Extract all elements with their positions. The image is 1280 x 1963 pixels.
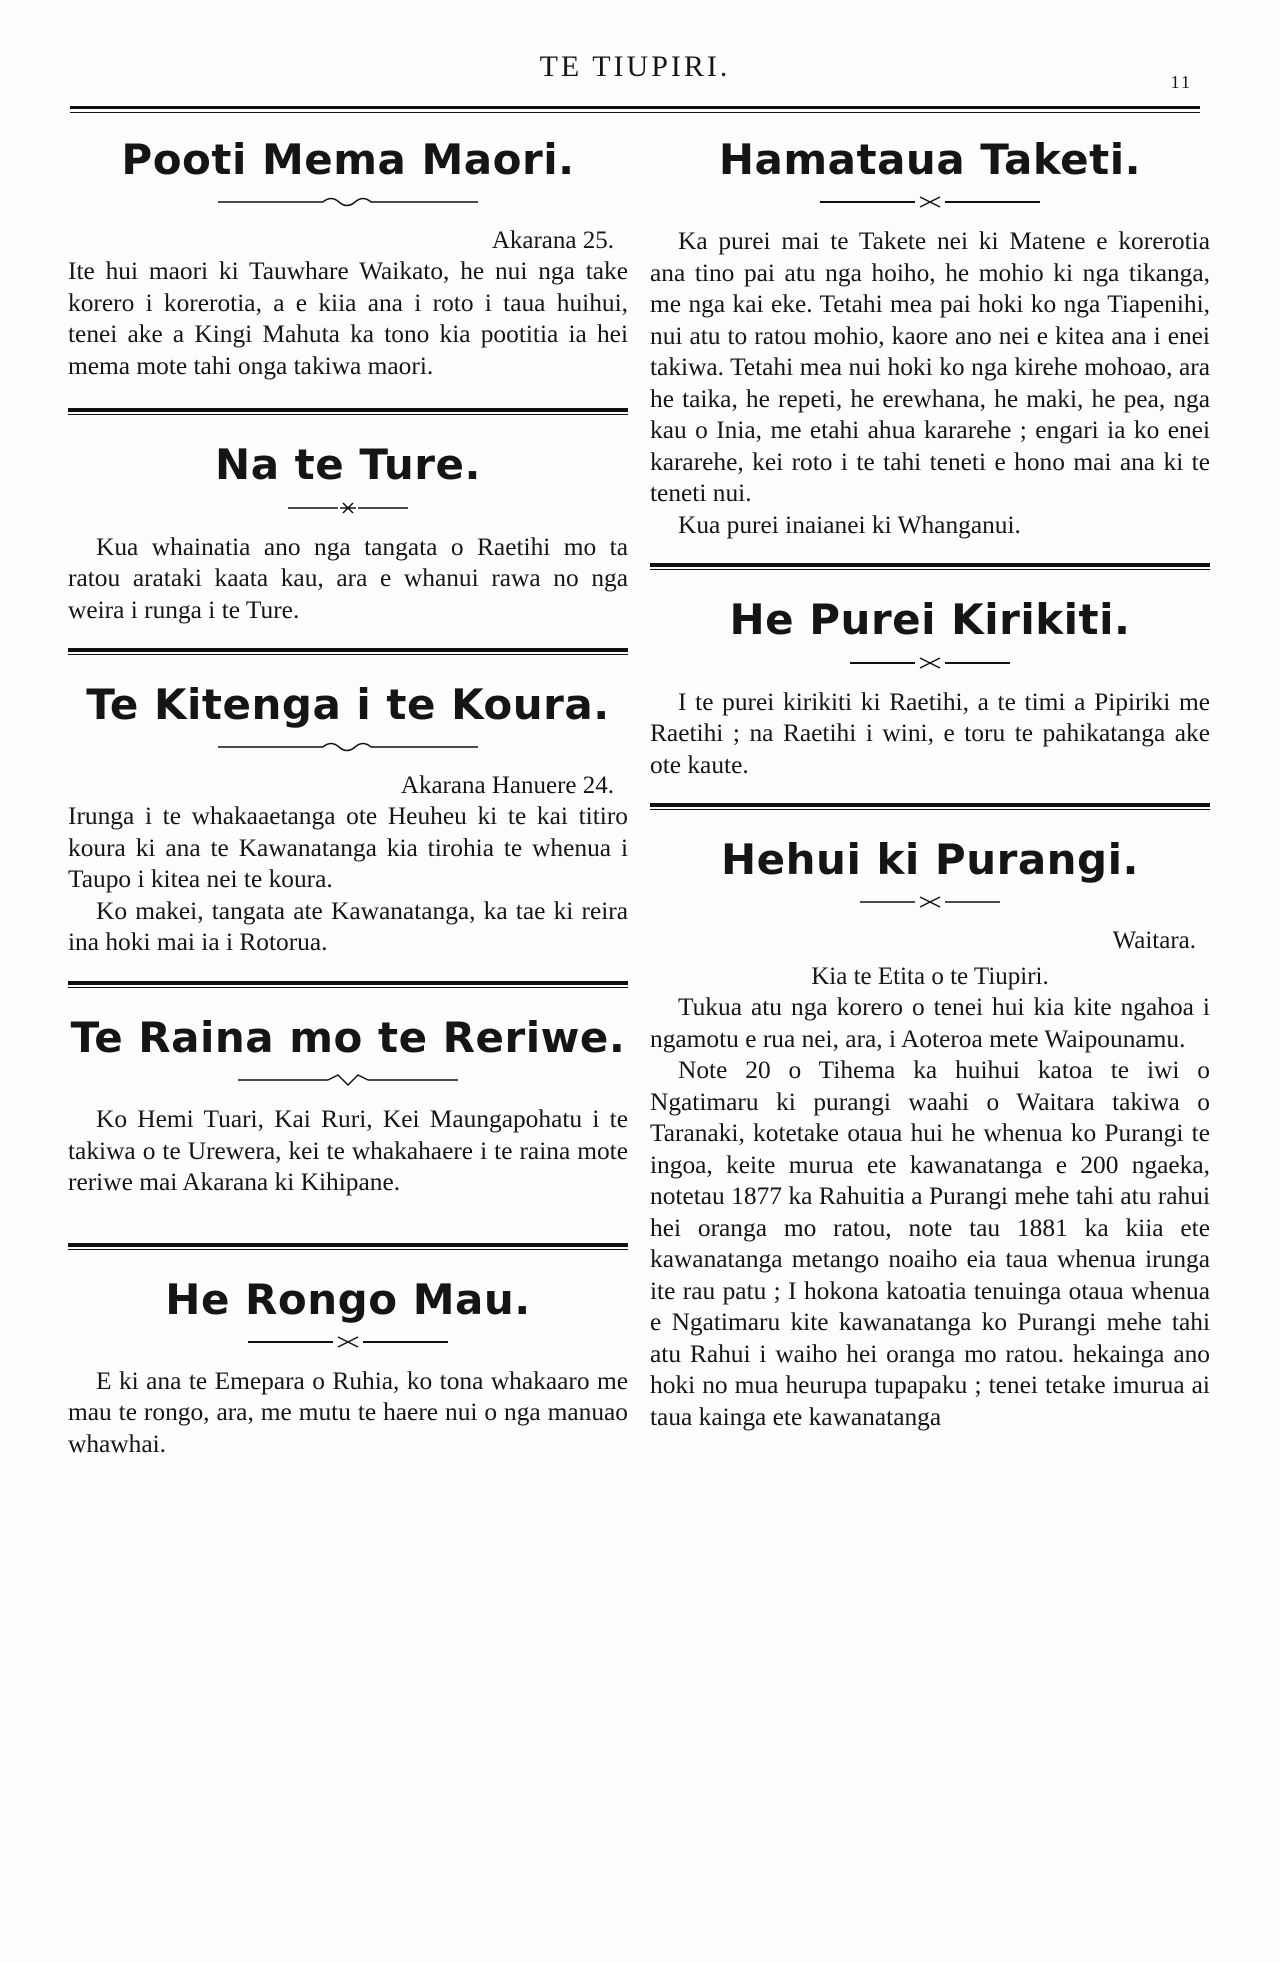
section-divider: [68, 981, 628, 988]
article-hehui-ki-purangi: [650, 836, 1210, 1433]
article-he-rongo-mau: [68, 1276, 628, 1461]
article-paragraph: Ite hui maori ki Tauwhare Waikato, he nui nga take korero i korerotia, a e kiia ana i roto i taua huihui, tenei ake a Kingi Mahuta ka tono kia pootitia ia hei mema mote tahi onga takiwa maori.: [68, 257, 628, 380]
article-te-raina-mo-te-reriwe: [68, 1014, 628, 1199]
dateline: Akarana Hanuere 24.: [400, 772, 614, 800]
ornament-star-icon: [68, 500, 628, 516]
article-paragraph: Kua whainatia ano nga tangata o Raetihi mo ta ratou arataki kaata kau, ara e whanui rawa no nga weira i runga i te Ture.: [68, 532, 628, 624]
ornament-dash-icon: [650, 194, 1210, 210]
article-paragraph: E ki ana te Emepara o Ruhia, ko tona whakaaro me mau te rongo, ara, me mutu te haere nui o nga manuao whawhai.: [68, 1366, 628, 1458]
newspaper-title: TE TIUPIRI.: [539, 50, 731, 83]
ornament-dash-icon: [68, 1334, 628, 1350]
article-headline: Hehui ki Purangi.: [721, 835, 1139, 885]
article-te-kitenga-i-te-koura: [68, 681, 628, 959]
article-paragraph: Ko makei, tangata ate Kawanatanga, ka tae ki reira ina hoki mai ia i Rotorua.: [68, 896, 628, 957]
article-headline: Hamataua Taketi.: [718, 135, 1142, 184]
article-paragraph: Note 20 o Tihema ka huihui katoa te iwi o Ngatimaru ki purangi waahi o Waitara takiwa o Taranaki, kotetake otaua hui he whenua ko Purangi te ingoa, keite murua ete kawanatanga e 200 ngaeka, notetau 1877 ka Rahuitia a Purangi mehe tahi atu rahui hei oranga mo ratou, note tau 1881 ka kiia ete kawanatanga metango noaiho eia taua whenua irunga ite rau patu ; I hokona katoatia tenuinga otaua whenua e Ngatimaru kite kawanatanga ko Purangi mehe tahi atu Rahui i waiho hei oranga mo ratou. hekainga ano hoki no mua heurupa tupapaku ; tenei tetake imurua ai taua kainga ete kawanatanga: [650, 1056, 1210, 1431]
article-na-te-ture: [68, 441, 628, 626]
masthead: [70, 50, 1200, 110]
dateline: Waitara.: [1112, 927, 1196, 955]
right-column: [650, 130, 1210, 1433]
article-paragraph: I te purei kirikiti ki Raetihi, a te timi a Pipiriki me Raetihi ; na Raetihi i wini, e toru te pahikatanga ake ote kaute.: [650, 687, 1210, 779]
ornament-flourish-icon: [68, 1072, 628, 1088]
section-divider: [68, 408, 628, 415]
ornament-scroll-icon: [68, 194, 628, 210]
article-hamataua-taketi: [650, 136, 1210, 541]
article-headline: He Purei Kirikiti.: [729, 595, 1131, 645]
article-headline: Te Raina mo te Reriwe.: [70, 1012, 626, 1062]
article-paragraph: Kua purei inaianei ki Whanganui.: [678, 510, 1021, 539]
article-paragraph: Ko Hemi Tuari, Kai Ruri, Kei Maungapohatu i te takiwa o te Urewera, kei te whakahaere i te raina mote reriwe mai Akarana ki Kihipane.: [68, 1105, 628, 1197]
ornament-scroll-icon: [68, 739, 628, 755]
article-paragraph: Irunga i te whakaaetanga ote Heuheu ki te kai titiro koura ki ana te Kawanatanga kia tirohia te whenua i Taupo i kitea nei te koura.: [68, 802, 628, 894]
section-divider: [650, 803, 1210, 810]
article-he-purei-kirikiti: [650, 596, 1210, 781]
article-headline: Pooti Mema Maori.: [121, 135, 575, 184]
section-divider: [68, 1243, 628, 1250]
article-pooti-mema-maori: [68, 136, 628, 382]
section-divider: [68, 648, 628, 655]
masthead-rule: [70, 106, 1200, 113]
ornament-dash-icon: [650, 894, 1210, 910]
ornament-dash-icon: [650, 655, 1210, 671]
article-paragraph: Ka purei mai te Takete nei ki Matene e korerotia ana tino pai atu nga hoiho, he mohio ki nga tikanga, me nga kai eke. Tetahi mea pai hoki ko nga Tiapenihi, nui atu to ratou mohio, kaore ano nei e kitea ana i enei takiwa. Tetahi mea nui hoki ko nga kirehe mohoao, ara he taika, he repeti, he erewhana, he maki, he pea, nga kau o Inia, me etahi ahua kararehe ; engari ia ko enei kararehe, kei roto i te tahi teneti e hono mai ana ki te teneti nui.: [650, 227, 1210, 508]
dateline: Akarana 25.: [491, 227, 614, 255]
page-number: 11: [1170, 72, 1192, 92]
article-headline: Te Kitenga i te Koura.: [86, 680, 610, 730]
article-paragraph: Tukua atu nga korero o tenei hui kia kite ngahoa i ngamotu e rua nei, ara, i Aoteroa mete Waipounamu.: [650, 993, 1210, 1053]
section-divider: [650, 563, 1210, 570]
salutation: Kia te Etita o te Tiupiri.: [811, 963, 1049, 991]
left-column: [68, 130, 628, 1460]
article-headline: He Rongo Mau.: [165, 1274, 531, 1324]
article-headline: Na te Ture.: [215, 440, 481, 490]
